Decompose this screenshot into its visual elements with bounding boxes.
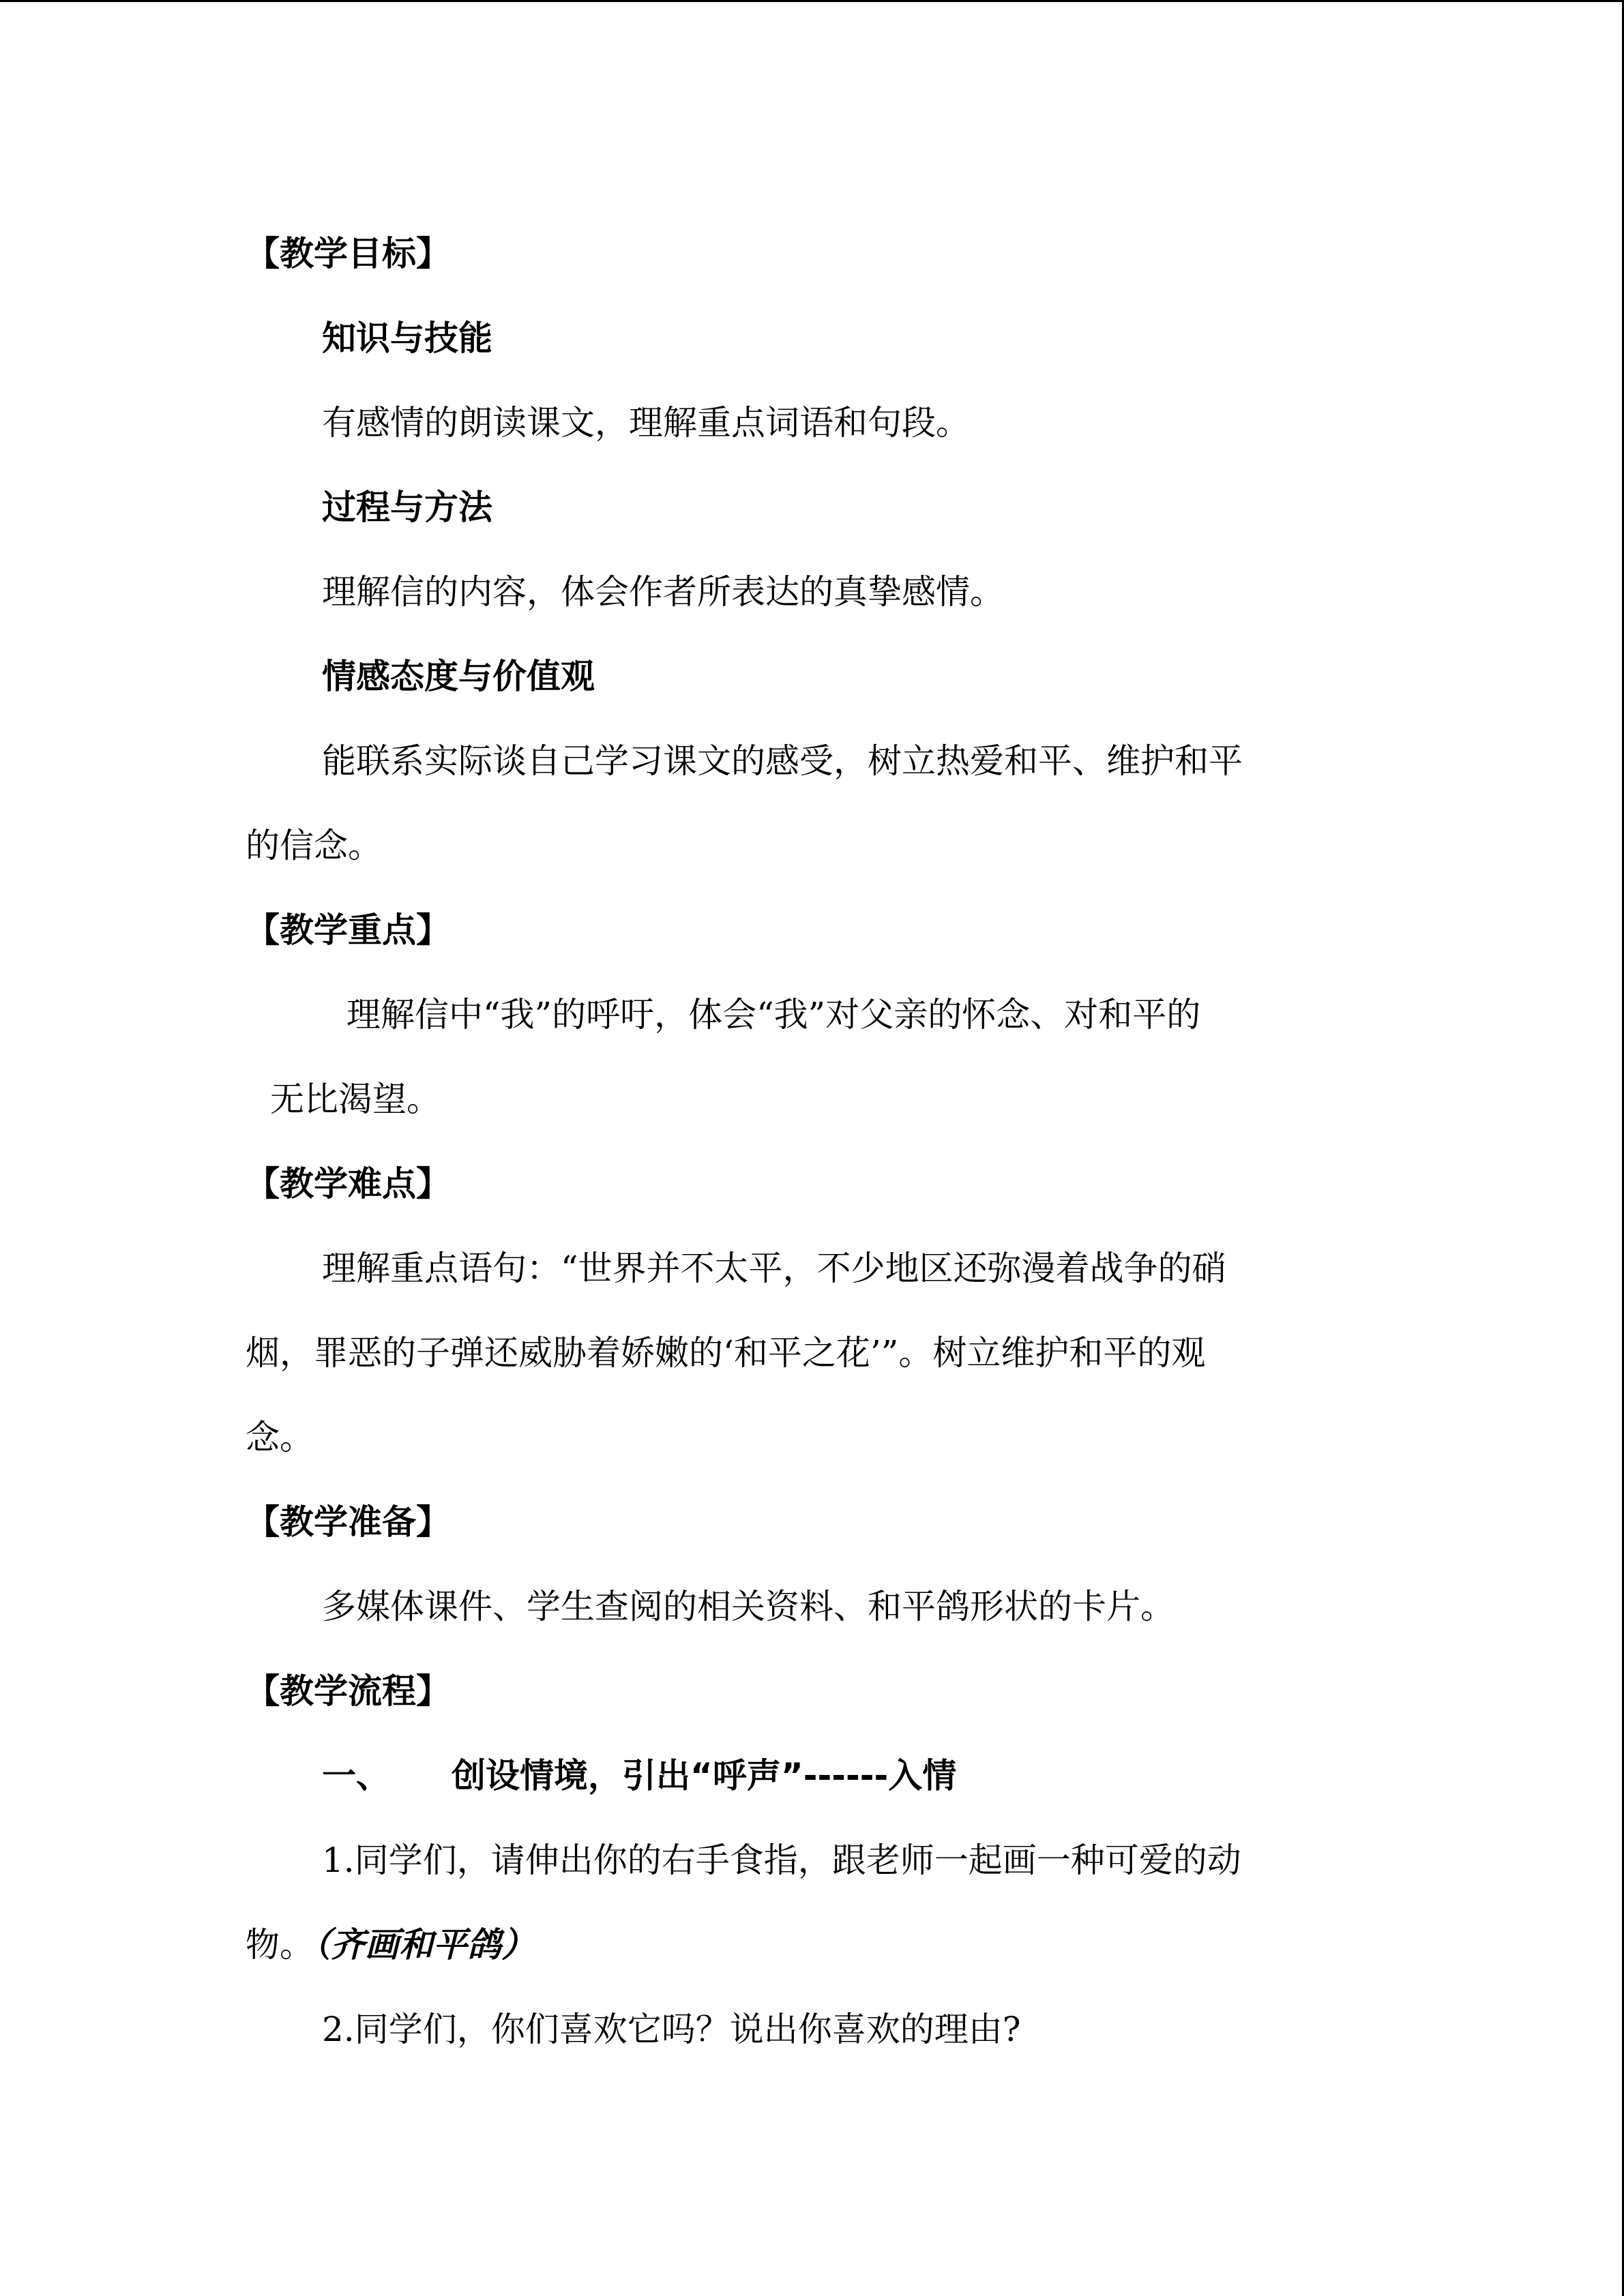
process-method-text: 理解信的内容，体会作者所表达的真挚感情。 — [322, 572, 1004, 612]
emotion-values-text-1: 能联系实际谈自己学习课文的感受，树立热爱和平、维护和平 — [322, 741, 1243, 781]
key-points-text-1: 理解信中“我”的呼吁，体会“我”对父亲的怀念、对和平的 — [346, 995, 1201, 1034]
flow-item-1-text-1: 1.同学们，请伸出你的右手食指，跟老师一起画一种可爱的动 — [322, 1840, 1241, 1880]
difficulties-text-1: 理解重点语句：“世界并不太平，不少地区还弥漫着战争的硝 — [322, 1249, 1226, 1288]
flow-step-1-title: 创设情境，引出“呼声”------入情 — [452, 1756, 957, 1795]
emotion-values-title: 情感态度与价值观 — [322, 657, 595, 696]
preparation-heading: 【教学准备】 — [246, 1502, 450, 1542]
key-points-text-2: 无比渴望。 — [270, 1079, 441, 1119]
flow-item-2-text: 2.同学们，你们喜欢它吗？说出你喜欢的理由? — [322, 2010, 1021, 2049]
process-method-title: 过程与方法 — [322, 488, 492, 527]
flow-item-1-line-2 — [246, 1903, 1391, 1987]
difficulties-text-2: 烟，罪恶的子弹还威胁着娇嫩的‘和平之花’”。树立维护和平的观 — [246, 1333, 1206, 1373]
flow-item-1-note: （齐画和平鸽） — [314, 1924, 535, 1965]
flow-heading: 【教学流程】 — [246, 1671, 450, 1711]
flow-step-1 — [246, 1733, 1391, 1818]
knowledge-skills-title: 知识与技能 — [322, 318, 492, 358]
flow-step-1-number: 一、 — [322, 1756, 390, 1795]
difficulties-heading: 【教学难点】 — [246, 1164, 450, 1204]
difficulties-text-3: 念。 — [246, 1418, 314, 1457]
objectives-heading: 【教学目标】 — [246, 234, 450, 273]
emotion-values-text-2: 的信念。 — [246, 826, 382, 865]
page-border-top — [0, 0, 1624, 2]
document-body — [246, 211, 1391, 2072]
flow-item-1-text-2: 物。 — [246, 1925, 314, 1965]
knowledge-skills-text: 有感情的朗读课文，理解重点词语和句段。 — [322, 403, 970, 443]
key-points-heading: 【教学重点】 — [246, 910, 450, 950]
preparation-text: 多媒体课件、学生查阅的相关资料、和平鸽形状的卡片。 — [322, 1587, 1175, 1626]
